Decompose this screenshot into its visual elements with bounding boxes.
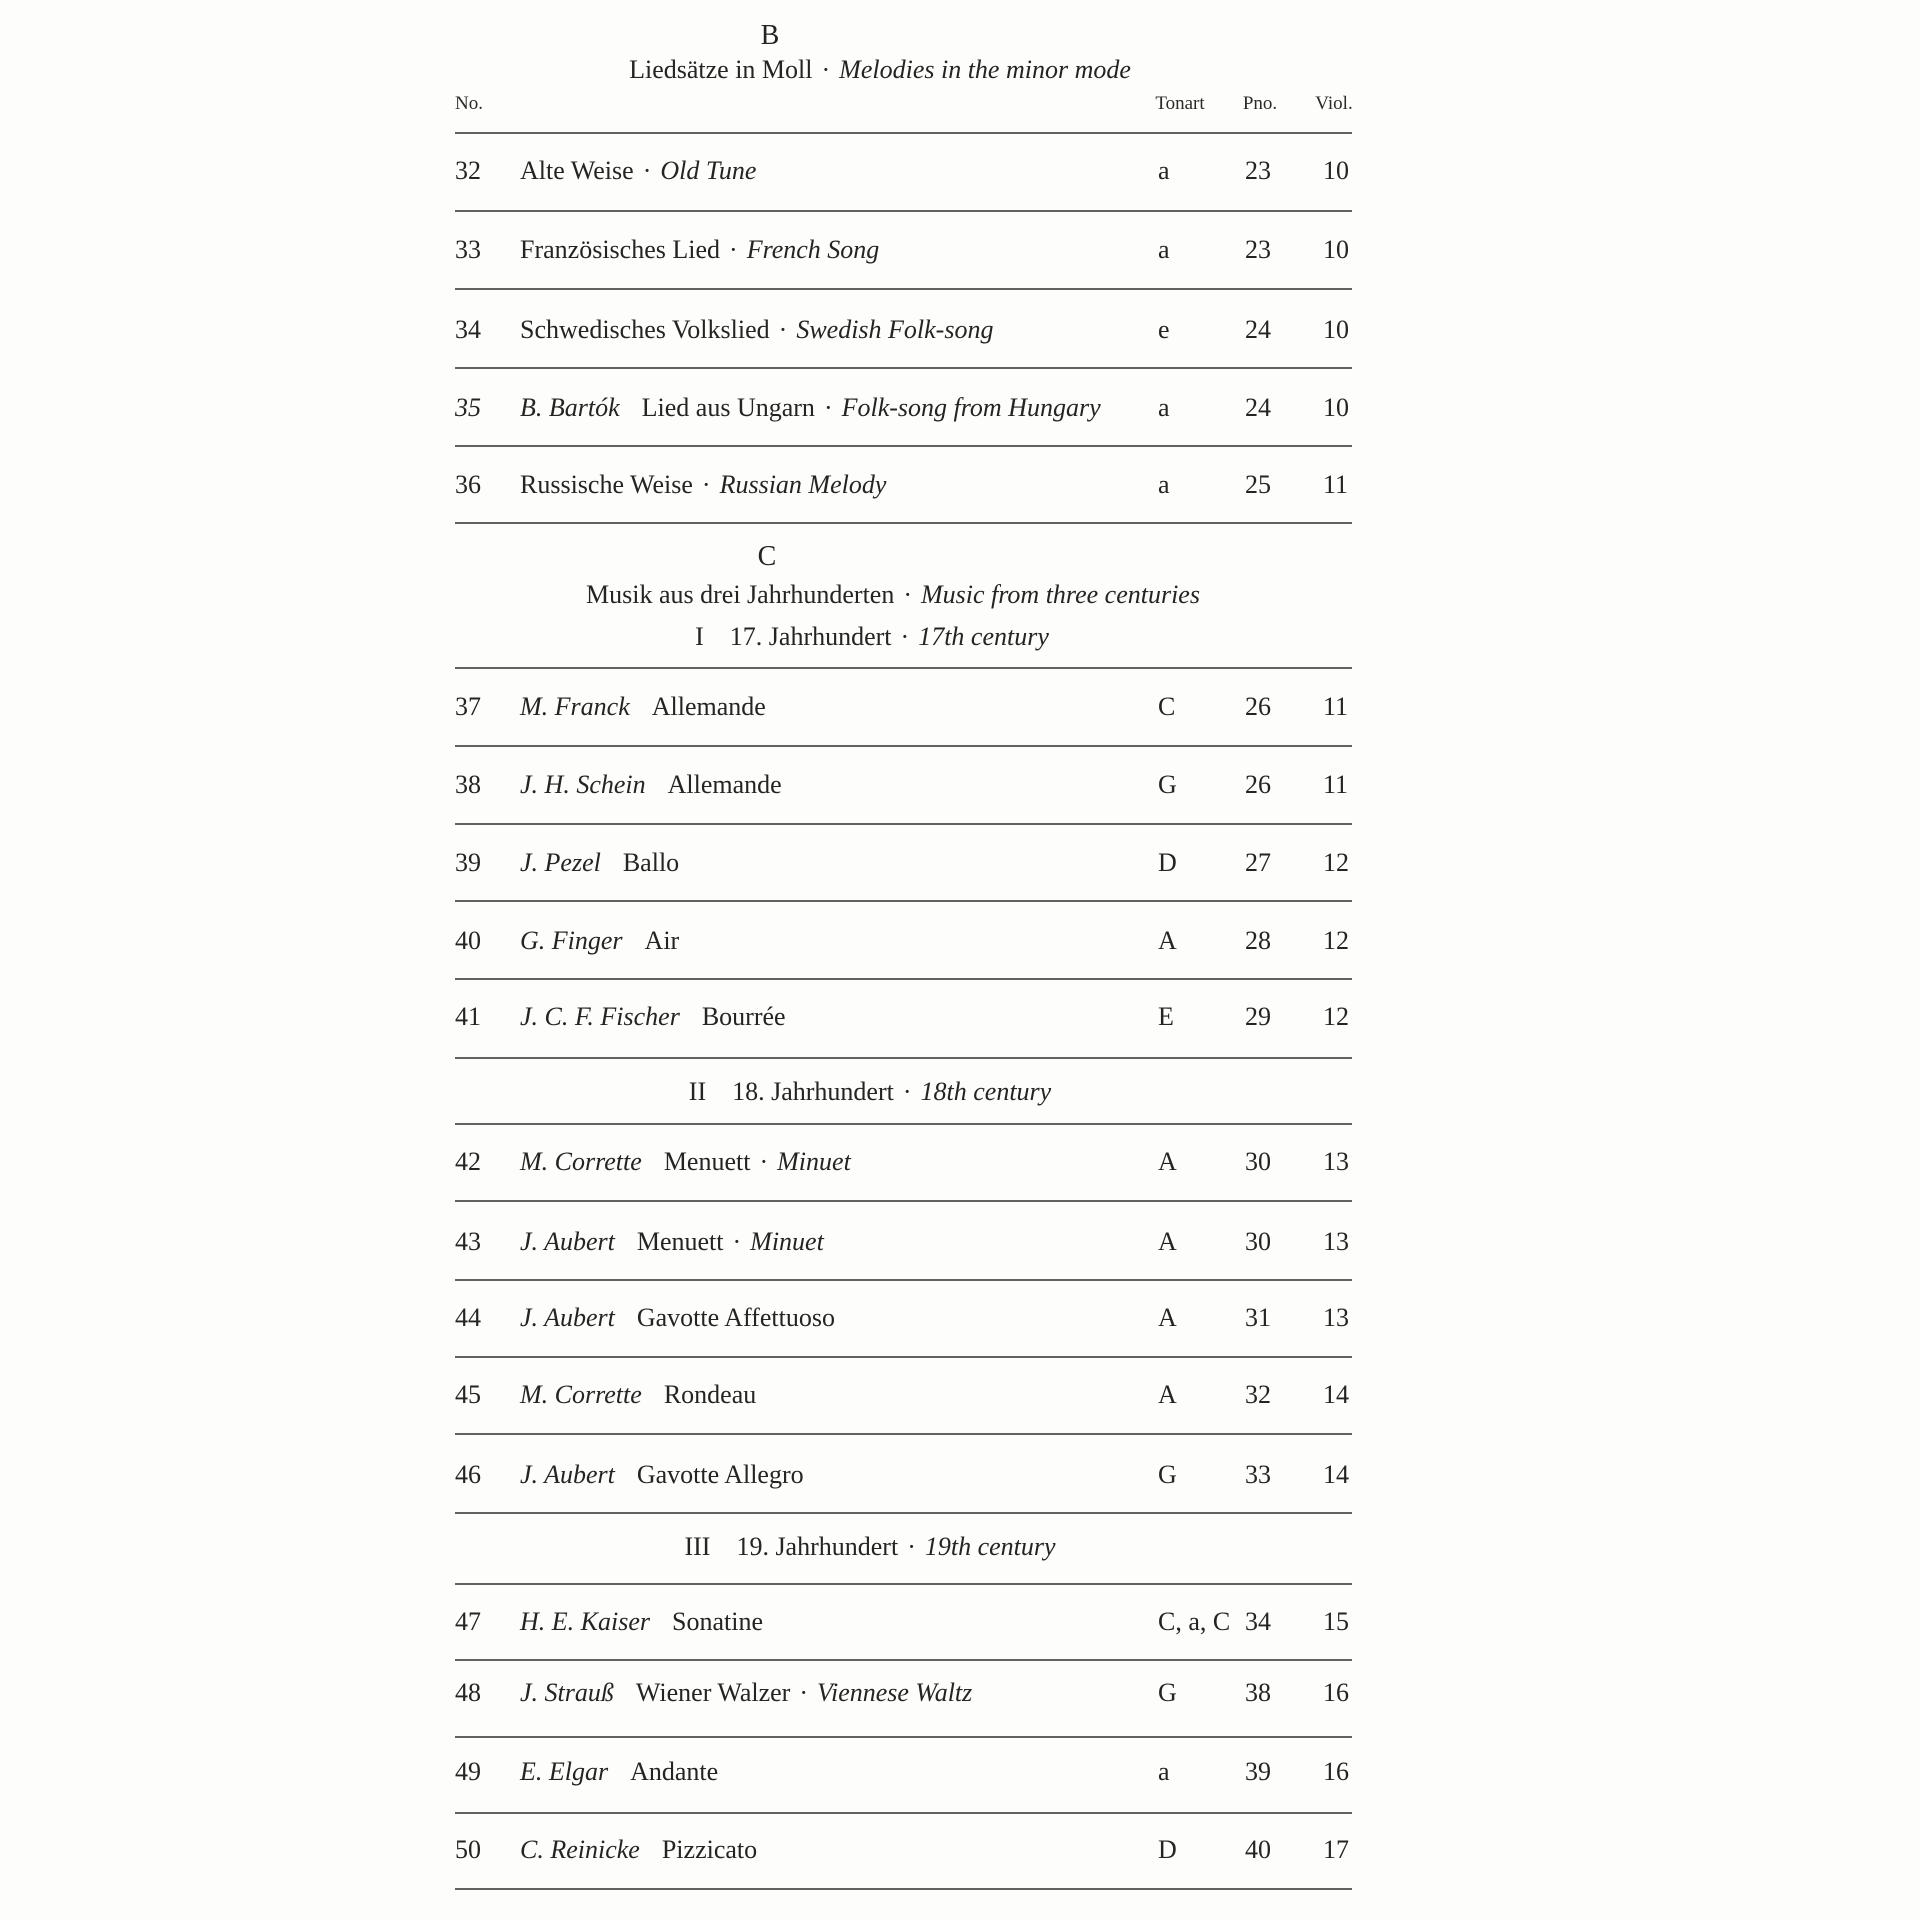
- row-number: 47: [455, 1607, 481, 1636]
- row-entry: [520, 768, 782, 802]
- row-piano-page: 40: [1245, 1835, 1271, 1864]
- row-violin-page: 10: [1323, 315, 1349, 344]
- separator-dot: ·: [903, 580, 913, 609]
- section-c-letter: C: [757, 541, 777, 572]
- separator-dot: ·: [701, 470, 711, 499]
- table-row: [455, 924, 1352, 958]
- row-key: A: [1158, 1147, 1177, 1176]
- table-row: [455, 1225, 1352, 1259]
- row-composer: B. Bartók: [520, 393, 620, 422]
- row-title-english: Russian Melody: [719, 470, 887, 499]
- row-violin-page: 12: [1323, 848, 1349, 877]
- rule: [455, 1123, 1352, 1125]
- row-piano-page: 24: [1245, 393, 1271, 422]
- row-number: 37: [455, 692, 481, 721]
- subsection-numeral: II: [688, 1077, 707, 1106]
- row-piano-page: 33: [1245, 1460, 1271, 1489]
- row-number: 45: [455, 1380, 481, 1409]
- row-key: C: [1158, 692, 1176, 721]
- row-violin-page: 17: [1323, 1835, 1349, 1864]
- table-row: [455, 1833, 1352, 1867]
- row-key: e: [1158, 315, 1170, 344]
- row-violin-page: 10: [1323, 156, 1349, 185]
- row-composer: J. Pezel: [520, 848, 601, 877]
- row-piano-page: 24: [1245, 315, 1271, 344]
- row-title-german: Alte Weise: [520, 156, 634, 185]
- row-composer: J. C. F. Fischer: [520, 1002, 680, 1031]
- row-entry: [520, 1378, 756, 1412]
- row-title-german: Andante: [630, 1757, 719, 1786]
- row-violin-page: 12: [1323, 926, 1349, 955]
- rule: [455, 823, 1352, 825]
- row-composer: M. Franck: [520, 692, 630, 721]
- rule: [455, 367, 1352, 369]
- row-violin-page: 14: [1323, 1380, 1349, 1409]
- separator-dot: ·: [642, 156, 652, 185]
- row-composer: C. Reinicke: [520, 1835, 640, 1864]
- row-violin-page: 12: [1323, 1002, 1349, 1031]
- row-key: G: [1158, 1678, 1177, 1707]
- row-piano-page: 32: [1245, 1380, 1271, 1409]
- row-number: 49: [455, 1757, 481, 1786]
- subsection-title-english: 19th century: [924, 1532, 1056, 1561]
- row-violin-page: 10: [1323, 235, 1349, 264]
- row-violin-page: 14: [1323, 1460, 1349, 1489]
- separator-dot: ·: [907, 1532, 916, 1561]
- row-title-german: Französisches Lied: [520, 235, 721, 264]
- rule: [455, 288, 1352, 290]
- row-entry: [520, 1145, 851, 1179]
- rule: [455, 445, 1352, 447]
- row-title-english: Swedish Folk-song: [796, 315, 994, 344]
- table-row: [455, 1000, 1352, 1034]
- table-row: [455, 1378, 1352, 1412]
- row-title-german: Sonatine: [672, 1607, 763, 1636]
- row-number: 42: [455, 1147, 481, 1176]
- row-entry: [520, 313, 993, 347]
- row-number: 40: [455, 926, 481, 955]
- row-key: G: [1158, 1460, 1177, 1489]
- rule: [455, 1057, 1352, 1059]
- rule: [455, 1659, 1352, 1661]
- row-title-german: Ballo: [622, 848, 680, 877]
- table-row: [455, 1145, 1352, 1179]
- row-violin-page: 11: [1323, 470, 1349, 499]
- section-c-title-german: Musik aus drei Jahrhunderten: [586, 580, 895, 609]
- row-piano-page: 39: [1245, 1757, 1271, 1786]
- separator-dot: ·: [729, 235, 738, 264]
- row-entry: [520, 1000, 786, 1034]
- row-key: C, a, C: [1158, 1607, 1231, 1636]
- row-key: a: [1158, 470, 1170, 499]
- subsection-title-english: 17th century: [918, 622, 1049, 651]
- table-row: [455, 690, 1352, 724]
- row-title-english: Minuet: [750, 1227, 824, 1256]
- column-header-tonart: Tonart: [1155, 93, 1205, 114]
- row-key: D: [1158, 1835, 1177, 1864]
- row-piano-page: 27: [1245, 848, 1271, 877]
- row-entry: [520, 1676, 972, 1710]
- row-title-german: Bourrée: [701, 1002, 786, 1031]
- table-row: [455, 846, 1352, 880]
- row-number: 36: [455, 470, 481, 499]
- contents-table: [455, 0, 1352, 1920]
- row-number: 41: [455, 1002, 481, 1031]
- row-number: 48: [455, 1678, 481, 1707]
- rule: [455, 667, 1352, 669]
- separator-dot: ·: [778, 315, 788, 344]
- row-key: A: [1158, 926, 1177, 955]
- row-piano-page: 25: [1245, 470, 1271, 499]
- rule: [455, 210, 1352, 212]
- row-piano-page: 34: [1245, 1607, 1271, 1636]
- row-number: 46: [455, 1460, 481, 1489]
- separator-dot: ·: [823, 393, 833, 422]
- row-title-german: Gavotte Allegro: [636, 1460, 804, 1489]
- row-entry: [520, 1833, 757, 1867]
- row-title-german: Russische Weise: [520, 470, 693, 499]
- separator-dot: ·: [799, 1678, 809, 1707]
- row-violin-page: 15: [1323, 1607, 1349, 1636]
- row-piano-page: 23: [1245, 235, 1271, 264]
- row-entry: [520, 1225, 824, 1259]
- section-c-title-english: Music from three centuries: [921, 580, 1200, 609]
- row-composer: J. Aubert: [520, 1303, 615, 1332]
- table-row: [455, 1301, 1352, 1335]
- row-piano-page: 26: [1245, 770, 1271, 799]
- row-violin-page: 11: [1323, 770, 1349, 799]
- rule: [455, 1583, 1352, 1585]
- row-piano-page: 28: [1245, 926, 1271, 955]
- row-title-german: Rondeau: [663, 1380, 757, 1409]
- rule: [455, 745, 1352, 747]
- row-violin-page: 13: [1323, 1303, 1349, 1332]
- row-composer: J. Aubert: [520, 1460, 615, 1489]
- rule: [455, 1200, 1352, 1202]
- row-number: 33: [455, 235, 481, 264]
- row-key: a: [1158, 235, 1170, 264]
- row-number: 34: [455, 315, 481, 344]
- table-row: [455, 313, 1352, 347]
- row-entry: [520, 846, 679, 880]
- row-title-english: Old Tune: [660, 156, 757, 185]
- subsection-numeral: I: [695, 622, 704, 651]
- separator-dot: ·: [902, 1077, 912, 1106]
- row-key: a: [1158, 1757, 1170, 1786]
- rule: [455, 1512, 1352, 1514]
- row-composer: M. Corrette: [520, 1380, 642, 1409]
- row-composer: H. E. Kaiser: [520, 1607, 650, 1636]
- column-header-no: No.: [455, 93, 483, 114]
- row-key: E: [1158, 1002, 1174, 1031]
- subsection-title-german: 19. Jahrhundert: [736, 1532, 899, 1561]
- rule: [455, 1279, 1352, 1281]
- section-b-title-english: Melodies in the minor mode: [839, 55, 1131, 84]
- row-title-german: Schwedisches Volkslied: [520, 315, 770, 344]
- row-entry: [520, 1458, 804, 1492]
- row-title-german: Allemande: [651, 692, 766, 721]
- rule: [455, 1433, 1352, 1435]
- row-composer: E. Elgar: [520, 1757, 609, 1786]
- row-violin-page: 16: [1323, 1757, 1349, 1786]
- row-number: 39: [455, 848, 481, 877]
- table-row: [455, 233, 1352, 267]
- table-row: [455, 1458, 1352, 1492]
- row-title-german: Wiener Walzer: [635, 1678, 791, 1707]
- row-entry: [520, 154, 756, 188]
- row-piano-page: 38: [1245, 1678, 1271, 1707]
- row-key: a: [1158, 156, 1170, 185]
- row-entry: [520, 690, 766, 724]
- subsection-title-german: 17. Jahrhundert: [729, 622, 892, 651]
- separator-dot: ·: [759, 1147, 769, 1176]
- row-piano-page: 30: [1245, 1227, 1271, 1256]
- row-number: 35: [455, 393, 481, 422]
- row-number: 32: [455, 156, 481, 185]
- table-row: [455, 391, 1352, 425]
- row-title-german: Menuett: [636, 1227, 724, 1256]
- row-entry: [520, 1605, 763, 1639]
- row-piano-page: 31: [1245, 1303, 1271, 1332]
- table-row: [455, 768, 1352, 802]
- row-key: D: [1158, 848, 1177, 877]
- separator-dot: ·: [821, 55, 831, 84]
- section-b-title-german: Liedsätze in Moll: [629, 55, 813, 84]
- separator-dot: ·: [900, 622, 910, 651]
- row-title-german: Menuett: [663, 1147, 751, 1176]
- row-composer: G. Finger: [520, 926, 623, 955]
- row-title-german: Gavotte Affettuoso: [636, 1303, 835, 1332]
- row-title-english: Minuet: [777, 1147, 851, 1176]
- row-number: 43: [455, 1227, 481, 1256]
- row-entry: [520, 391, 1101, 425]
- row-key: A: [1158, 1380, 1177, 1409]
- row-title-english: Viennese Waltz: [817, 1678, 973, 1707]
- subsection-title-english: 18th century: [920, 1077, 1052, 1106]
- row-piano-page: 29: [1245, 1002, 1271, 1031]
- table-row: [455, 1755, 1352, 1789]
- row-title-english: French Song: [746, 235, 880, 264]
- table-row: [455, 1676, 1352, 1710]
- row-key: A: [1158, 1227, 1177, 1256]
- rule: [455, 978, 1352, 980]
- row-title-german: Pizzicato: [661, 1835, 758, 1864]
- table-row: [455, 1605, 1352, 1639]
- row-key: A: [1158, 1303, 1177, 1332]
- row-number: 50: [455, 1835, 481, 1864]
- row-violin-page: 11: [1323, 692, 1349, 721]
- rule: [455, 522, 1352, 524]
- table-row: [455, 154, 1352, 188]
- rule: [455, 1356, 1352, 1358]
- row-number: 44: [455, 1303, 481, 1332]
- row-title-german: Air: [644, 926, 680, 955]
- row-entry: [520, 233, 879, 267]
- row-composer: J. H. Schein: [520, 770, 646, 799]
- row-violin-page: 10: [1323, 393, 1349, 422]
- table-row: [455, 468, 1352, 502]
- rule: [455, 900, 1352, 902]
- row-composer: J. Strauß: [520, 1678, 614, 1707]
- row-violin-page: 16: [1323, 1678, 1349, 1707]
- row-violin-page: 13: [1323, 1227, 1349, 1256]
- row-piano-page: 30: [1245, 1147, 1271, 1176]
- rule: [455, 132, 1352, 134]
- row-title-german: Allemande: [667, 770, 782, 799]
- row-key: G: [1158, 770, 1177, 799]
- row-entry: [520, 468, 886, 502]
- rule: [455, 1812, 1352, 1814]
- row-key: a: [1158, 393, 1170, 422]
- column-header-pno: Pno.: [1242, 93, 1278, 114]
- row-entry: [520, 1755, 718, 1789]
- rule: [455, 1888, 1352, 1890]
- row-piano-page: 26: [1245, 692, 1271, 721]
- separator-dot: ·: [732, 1227, 742, 1256]
- subsection-numeral: III: [684, 1532, 711, 1561]
- row-number: 38: [455, 770, 481, 799]
- row-title-english: Folk-song from Hungary: [841, 393, 1101, 422]
- row-entry: [520, 1301, 835, 1335]
- row-piano-page: 23: [1245, 156, 1271, 185]
- row-composer: M. Corrette: [520, 1147, 642, 1176]
- row-composer: J. Aubert: [520, 1227, 615, 1256]
- section-b-letter: B: [760, 20, 780, 51]
- row-title-german: Lied aus Ungarn: [641, 393, 815, 422]
- row-violin-page: 13: [1323, 1147, 1349, 1176]
- row-entry: [520, 924, 679, 958]
- column-header-viol: Viol.: [1315, 93, 1353, 114]
- subsection-title-german: 18. Jahrhundert: [732, 1077, 894, 1106]
- rule: [455, 1736, 1352, 1738]
